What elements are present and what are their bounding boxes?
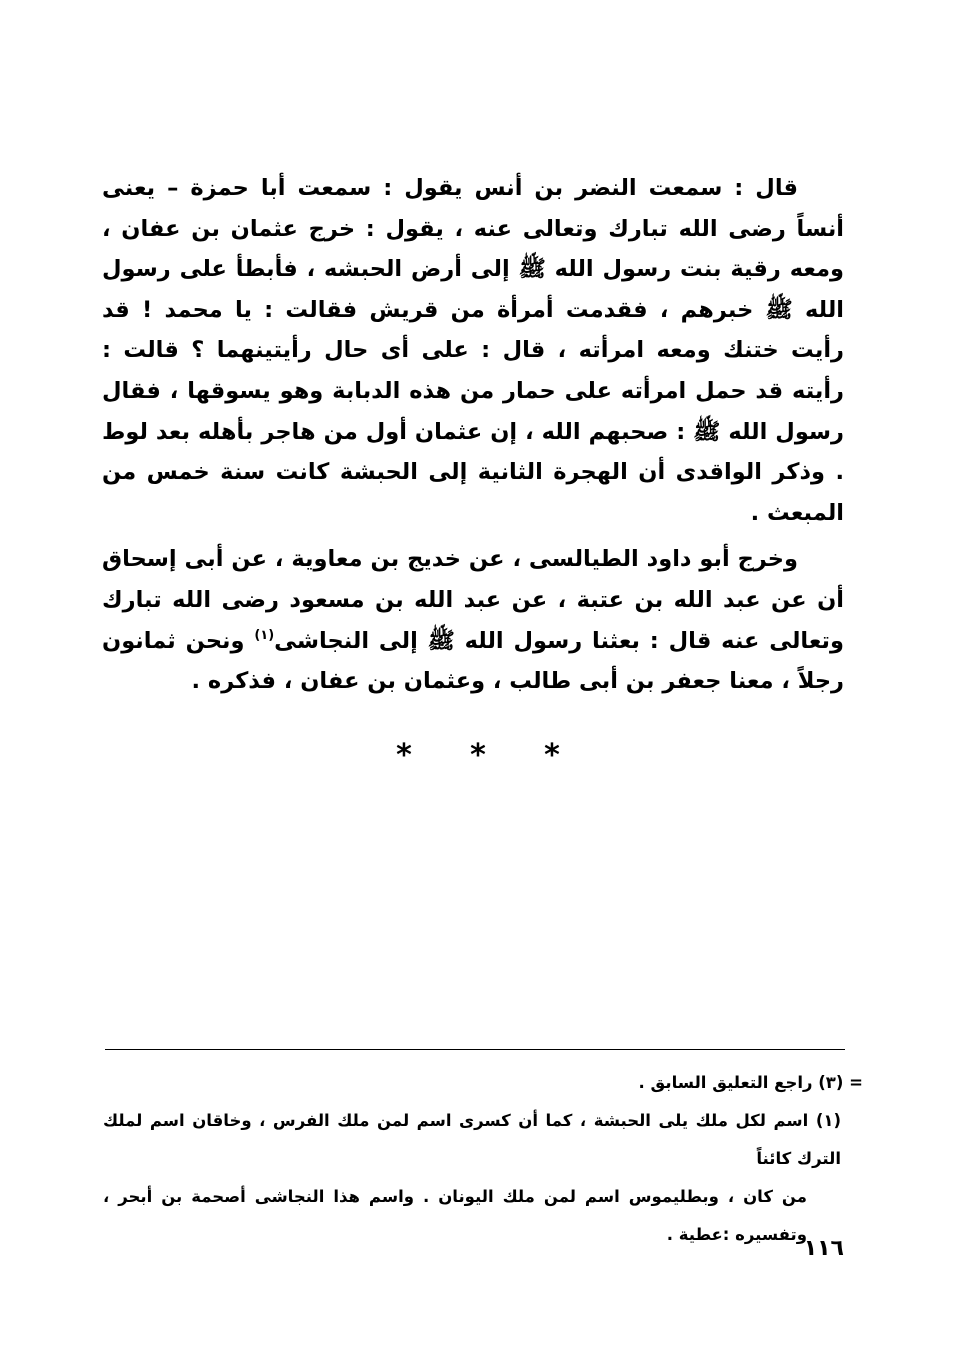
footnote-item [103, 1102, 863, 1254]
footnote-continuation: من كان ، وبطليموس اسم لمن ملك اليونان . واسم هذا النجاشى أصحمة بن أبحر ، وتفسيره :عطية . [103, 1187, 807, 1244]
footnotes [103, 1064, 863, 1254]
main-text [102, 168, 844, 702]
separator-star: * [396, 738, 412, 773]
paragraph-2 [102, 539, 844, 701]
paragraph-2-text-before-note: وخرج أبو داود الطيالسى ، عن خديج بن معاوية ، عن أبى إسحاق أن عن عبد الله بن عتبة ، عن عبد الله بن مسعود رضى الله تبارك وتعالى عنه قال : بعثنا رسول الله ﷺ إلى النجاشى [102, 546, 844, 654]
footnote-marker: (١) [254, 627, 275, 643]
page-number: ١١٦ [803, 1236, 844, 1261]
paragraph-2-text-after-note: ونحن ثمانون رجلاً ، معنا جعفر بن أبى طالب ، وعثمان بن عفان ، فذكره . [102, 627, 844, 695]
footnote-divider [105, 1049, 845, 1050]
footnote-item: = (٣) راجع التعليق السابق . [638, 1073, 863, 1092]
paragraph-1: قال : سمعت النضر بن أنس يقول : سمعت أبا حمزة – يعنى أنساً رضى الله تبارك وتعالى عنه ، يقول : خرج عثمان بن عفان ، ومعه رقية بنت رسول الله ﷺ إلى أرض الحبشه ، فأبطأ على رسول الله ﷺ خبرهم ، فقدمت أمرأة من قريش فقالت : يا محمد ! قد رأيت ختنك ومعه امرأته ، قال : على أى حال رأيتينهما ؟ قالت : رأيته قد حمل امرأته على حمار من هذه الدبابة وهو يسوقها ، فقال رسول الله ﷺ : صحبهم الله ، إن عثمان أول من هاجر بأهله بعد لوط . وذكر الواقدى أن الهجرة الثانية إلى الحبشة كانت سنة خمس من المبعث . [102, 175, 844, 526]
separator-star: * [544, 738, 560, 773]
separator-star: * [470, 738, 486, 773]
section-separator [0, 736, 956, 776]
footnote-text: (١) اسم لكل ملك يلى الحبشة ، كما أن كسرى اسم لمن ملك الفرس ، وخاقان اسم لملك الترك كائناً [103, 1111, 841, 1168]
